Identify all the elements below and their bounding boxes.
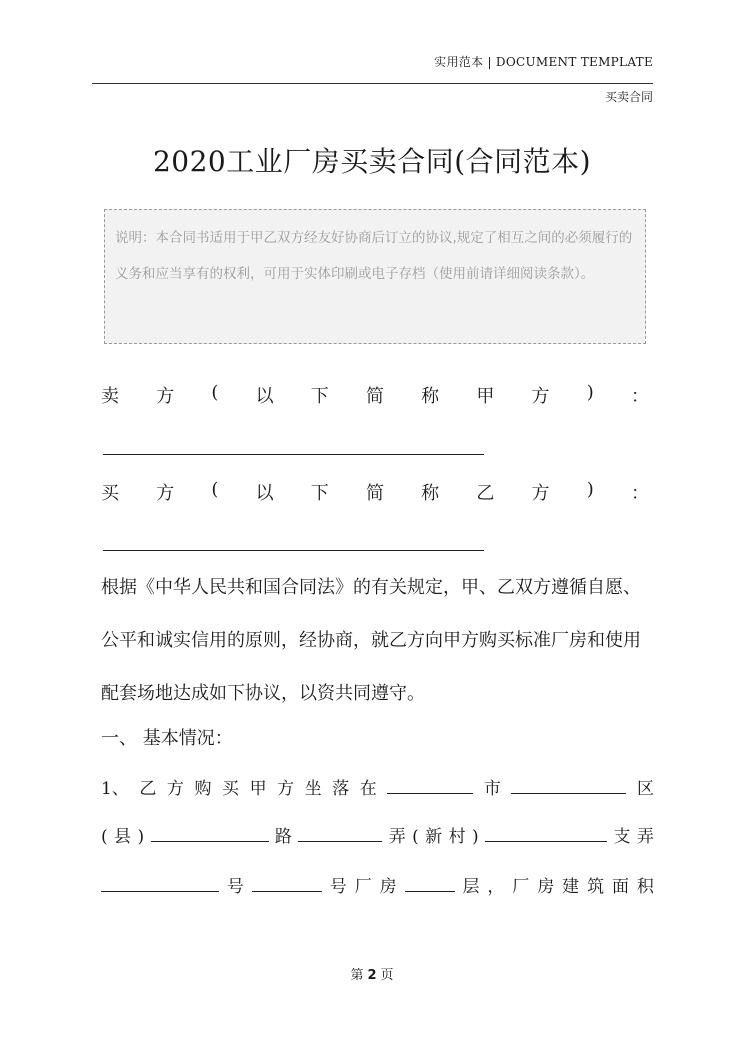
seller-char: 方 <box>156 386 175 407</box>
section-heading-basic-info: 一、 基本情况： <box>101 728 233 749</box>
clause-text: 支 <box>613 827 631 847</box>
clause-text: 号 <box>226 877 244 897</box>
city-blank <box>387 779 473 794</box>
clause-text: 1、 <box>101 779 129 799</box>
buyer-char: ： <box>630 483 649 504</box>
clause-text: 方 <box>277 779 295 799</box>
seller-char: 方 <box>531 386 550 407</box>
footer-suffix: 页 <box>380 968 394 983</box>
clause-1-line-3 <box>101 872 654 897</box>
clause-1-line-1 <box>101 774 654 799</box>
seller-name-blank <box>103 454 484 455</box>
clause-text: 厂 <box>354 877 372 897</box>
buyer-row <box>101 479 649 505</box>
intro-paragraph: 根据《中华人民共和国合同法》的有关规定，甲、乙双方遵循自愿、公平和诚实信用的原则，经协商，就乙方向甲方购买标准厂房和使用配套场地达成如下协议，以资共同遵守。 <box>101 577 641 704</box>
clause-text: 买 <box>222 779 240 799</box>
clause-1-line-2 <box>101 822 654 847</box>
seller-char: ( <box>211 382 219 403</box>
page-footer <box>0 964 744 983</box>
header-divider <box>92 83 653 84</box>
page-number: 2 <box>367 968 377 983</box>
buyer-char: 以 <box>255 483 274 504</box>
village-blank <box>485 827 607 842</box>
clause-text: 方 <box>166 779 184 799</box>
buyer-name-blank <box>103 550 484 551</box>
buyer-char: ) <box>586 479 594 500</box>
buyer-char: 买 <box>101 483 119 504</box>
buyer-char: 称 <box>421 483 440 504</box>
seller-char: ) <box>586 382 594 403</box>
clause-text: 甲 <box>249 779 267 799</box>
clause-text: 房 <box>379 877 397 897</box>
seller-char: 下 <box>310 386 329 407</box>
buyer-char: ( <box>211 479 219 500</box>
buyer-char: 乙 <box>476 483 495 504</box>
buyer-char: 简 <box>365 483 384 504</box>
clause-text: ) <box>471 827 479 847</box>
clause-text: ) <box>137 827 145 847</box>
seller-char: 以 <box>255 386 274 407</box>
buyer-char: 方 <box>156 483 175 504</box>
floor-blank <box>405 877 455 892</box>
clause-text: 路 <box>274 827 292 847</box>
clause-text: 建 <box>562 877 580 897</box>
clause-text: 弄 <box>636 827 654 847</box>
seller-char: 称 <box>421 386 440 407</box>
lane-blank <box>298 827 382 842</box>
clause-text: ( <box>412 827 419 847</box>
seller-char: ： <box>630 386 649 407</box>
seller-row <box>101 382 649 408</box>
clause-text: 购 <box>194 779 212 799</box>
clause-text: 号 <box>329 877 347 897</box>
branch-lane-blank <box>101 877 219 892</box>
clause-text: 房 <box>537 877 555 897</box>
seller-char: 甲 <box>476 386 495 407</box>
document-category-label: 买卖合同 <box>604 90 653 104</box>
clause-text: 层 <box>462 877 480 897</box>
clause-text: 面 <box>611 877 629 897</box>
clause-text: ， <box>487 877 505 897</box>
clause-text: 筑 <box>587 877 605 897</box>
clause-text: 区 <box>636 779 654 799</box>
document-template-label: 实用范本 | DOCUMENT TEMPLATE <box>434 55 653 69</box>
clause-text: 县 <box>114 827 132 847</box>
clause-text: 在 <box>359 779 377 799</box>
clause-text: 乙 <box>139 779 157 799</box>
clause-text: 弄 <box>388 827 406 847</box>
clause-text: ( <box>101 827 108 847</box>
clause-text: 新 <box>425 827 443 847</box>
usage-note-text: 说明：本合同书适用于甲乙双方经友好协商后订立的协议,规定了相互之间的必须履行的义务和应当享有的权利，可用于实体印刷或电子存档（使用前请详细阅读条款）。 <box>115 230 633 282</box>
footer-prefix: 第 <box>350 968 364 983</box>
page-title: 2020工业厂房买卖合同(合同范本) <box>152 145 592 178</box>
seller-char: 卖 <box>101 386 119 407</box>
clause-text: 坐 <box>304 779 322 799</box>
road-blank <box>151 827 269 842</box>
district-blank <box>511 779 626 794</box>
seller-char: 简 <box>365 386 384 407</box>
buyer-char: 方 <box>531 483 550 504</box>
clause-text: 市 <box>483 779 501 799</box>
clause-text: 厂 <box>512 877 530 897</box>
clause-text: 积 <box>636 877 654 897</box>
number-blank <box>252 877 322 892</box>
clause-text: 村 <box>448 827 466 847</box>
usage-note-box <box>104 209 646 344</box>
clause-text: 落 <box>332 779 350 799</box>
buyer-char: 下 <box>310 483 329 504</box>
